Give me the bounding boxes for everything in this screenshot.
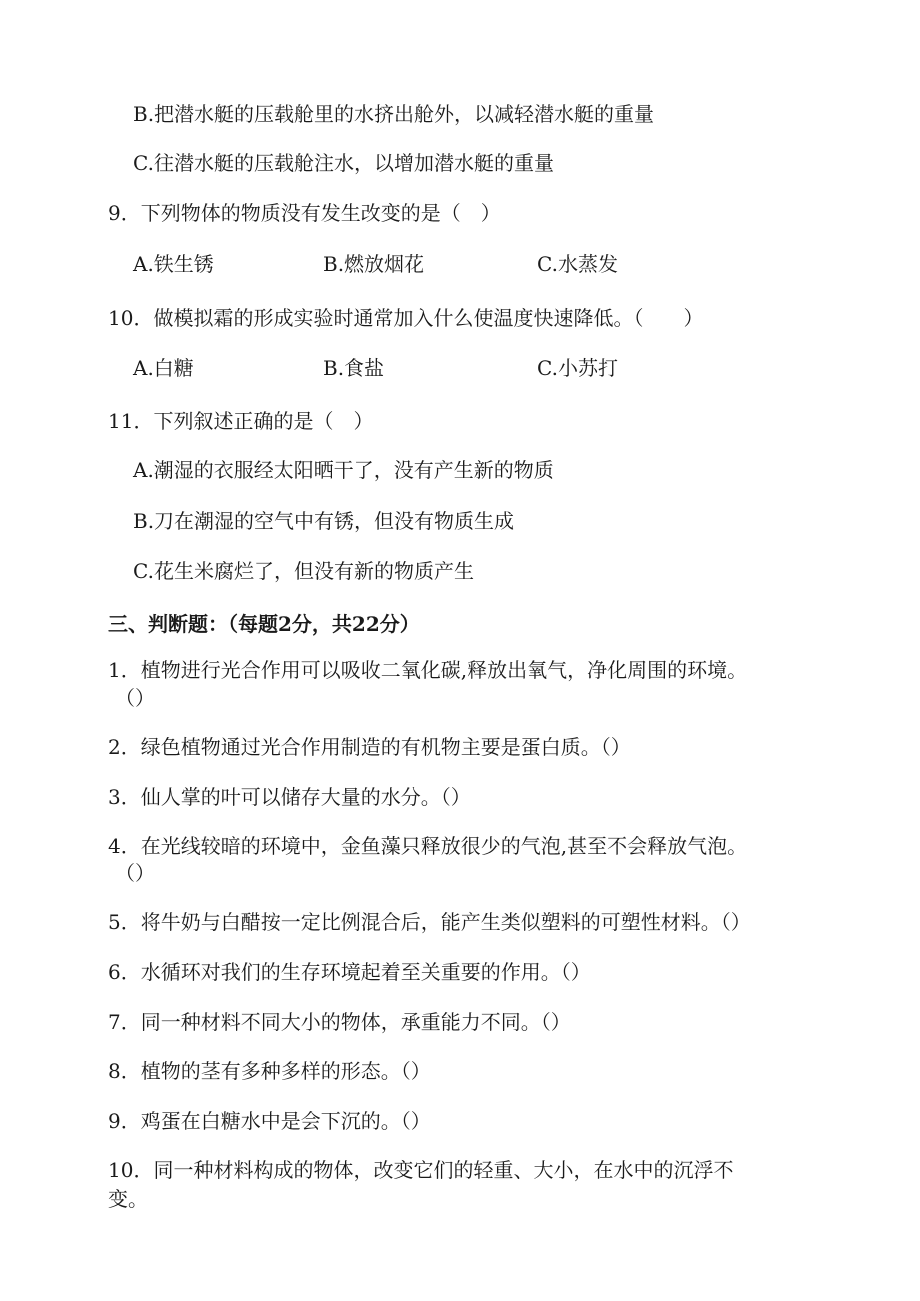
judgment-item-9: 9．鸡蛋在白糖水中是会下沉的。（） — [108, 1109, 431, 1133]
judgment-item-4: 4．在光线较暗的环境中，金鱼藻只释放很少的气泡,甚至不会释放气泡。 — [108, 834, 748, 858]
q10-option-b: B.食盐 — [323, 356, 385, 380]
q9-stem: 9．下列物体的物质没有发生改变的是（ ） — [108, 201, 501, 225]
judgment-item-1-bracket: （） — [115, 686, 155, 710]
judgment-item-3: 3．仙人掌的叶可以储存大量的水分。（） — [108, 785, 471, 809]
q8-option-b: B.把潜水艇的压载舱里的水挤出舱外，以减轻潜水艇的重量 — [133, 102, 655, 126]
q9-option-b: B.燃放烟花 — [323, 252, 425, 276]
judgment-item-2: 2．绿色植物通过光合作用制造的有机物主要是蛋白质。（） — [108, 735, 631, 759]
q9-option-a: A.铁生锈 — [133, 252, 214, 276]
judgment-item-8: 8．植物的茎有多种多样的形态。（） — [108, 1059, 431, 1083]
judgment-item-6: 6．水循环对我们的生存环境起着至关重要的作用。（） — [108, 960, 591, 984]
q10-option-a: A.白糖 — [133, 356, 194, 380]
q11-option-a: A.潮湿的衣服经太阳晒干了，没有产生新的物质 — [133, 458, 554, 482]
q8-option-c: C.往潜水艇的压载舱注水，以增加潜水艇的重量 — [133, 151, 554, 175]
judgment-item-10-continued: 变。 — [108, 1187, 148, 1211]
q9-option-c: C.水蒸发 — [537, 252, 618, 276]
q11-stem: 11．下列叙述正确的是（ ） — [108, 409, 374, 433]
q11-option-c: C.花生米腐烂了，但没有新的物质产生 — [133, 559, 474, 583]
judgment-item-7: 7．同一种材料不同大小的物体，承重能力不同。（） — [108, 1010, 571, 1034]
q10-stem: 10．做模拟霜的形成实验时通常加入什么使温度快速降低。（ ） — [108, 306, 704, 330]
judgment-item-4-bracket: （） — [115, 861, 155, 885]
judgment-item-1: 1．植物进行光合作用可以吸收二氧化碳,释放出氧气，净化周围的环境。 — [108, 658, 748, 682]
q11-option-b: B.刀在潮湿的空气中有锈，但没有物质生成 — [133, 509, 515, 533]
q10-option-c: C.小苏打 — [537, 356, 618, 380]
judgment-item-10: 10．同一种材料构成的物体，改变它们的轻重、大小，在水中的沉浮不 — [108, 1158, 734, 1182]
section3-heading: 三、判断题：（每题2分，共22分） — [108, 612, 420, 636]
judgment-item-5: 5．将牛奶与白醋按一定比例混合后，能产生类似塑料的可塑性材料。（） — [108, 910, 751, 934]
